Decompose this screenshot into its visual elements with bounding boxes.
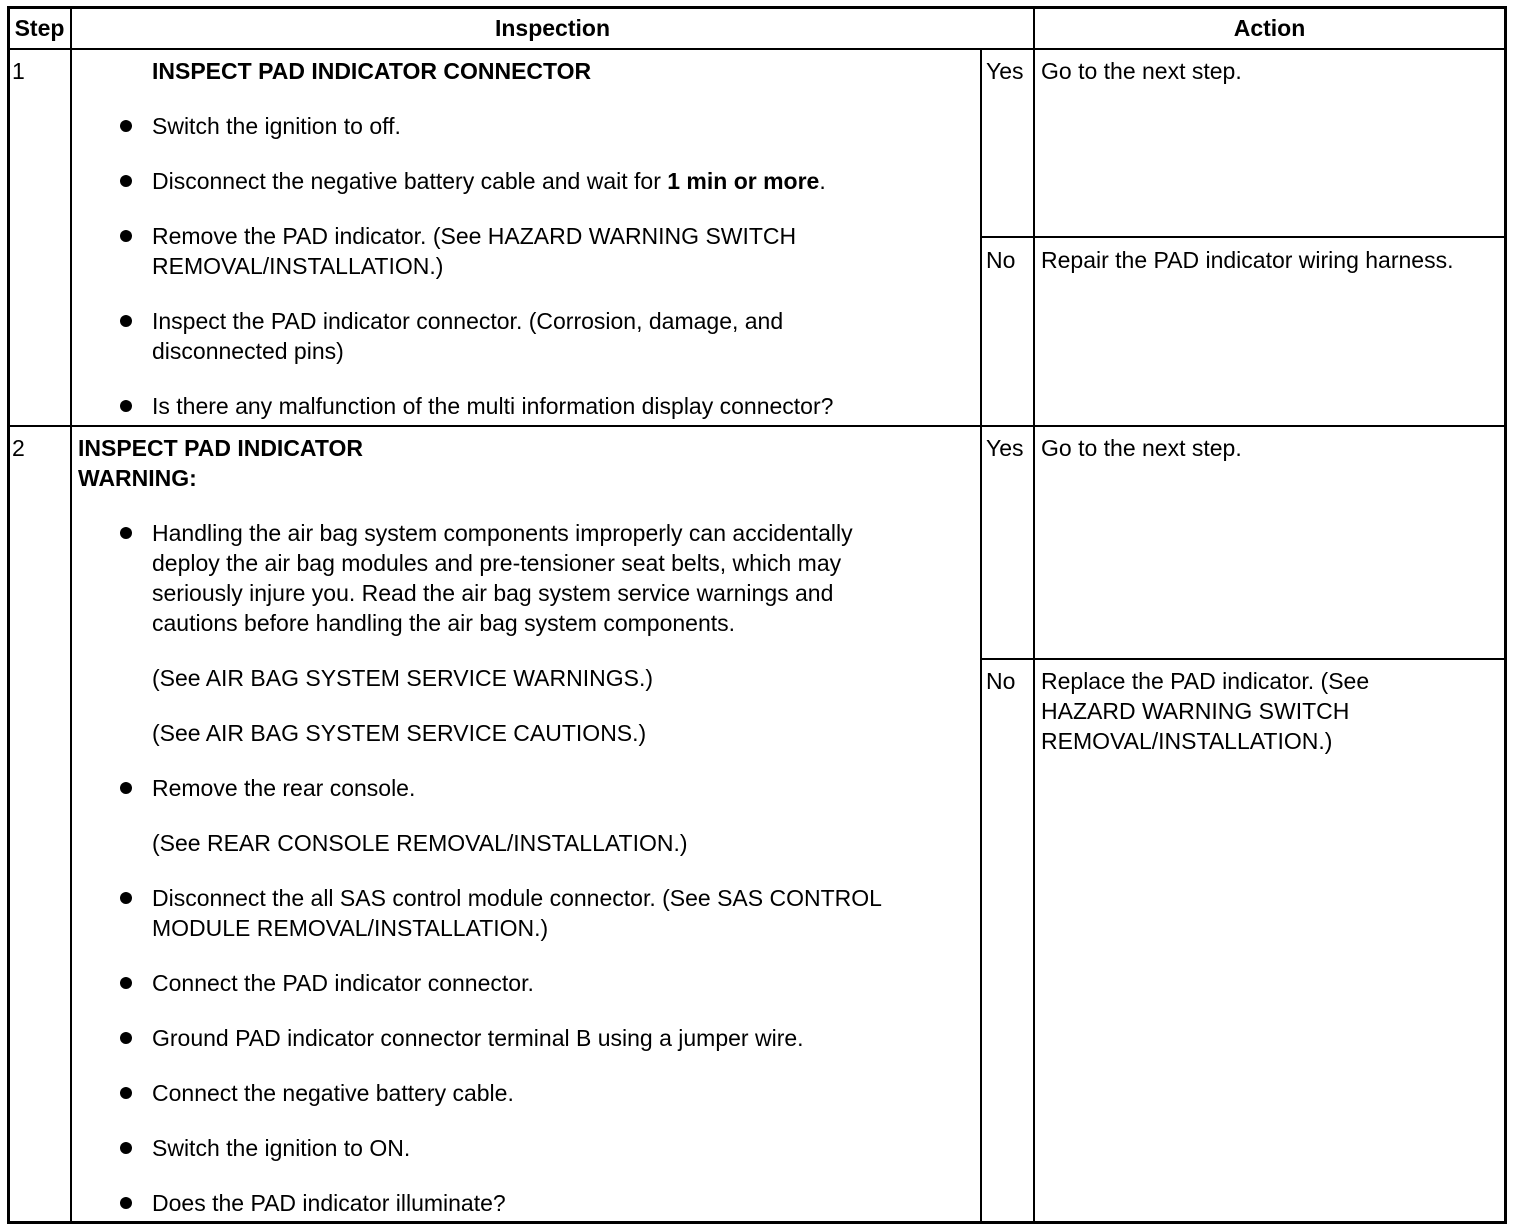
bullet-icon	[120, 527, 132, 539]
action-text: Repair the PAD indicator wiring harness.	[1041, 247, 1454, 273]
result-yes-label: Yes	[986, 435, 1024, 461]
reference-text: (See AIR BAG SYSTEM SERVICE CAUTIONS.)	[152, 720, 647, 746]
instruction-text-part: Disconnect the negative battery cable and wait for	[152, 168, 668, 194]
instruction-text: Does the PAD indicator illuminate?	[152, 1190, 506, 1216]
action-text: Replace the PAD indicator. (See	[1041, 668, 1370, 694]
instruction-text: disconnected pins)	[152, 338, 344, 364]
step2-yes-no-divider	[980, 658, 1507, 660]
bullet-icon	[120, 120, 132, 132]
header-step: Step	[14, 15, 65, 41]
instruction-text: Switch the ignition to off.	[152, 113, 401, 139]
bullet-icon	[120, 782, 132, 794]
step-divider	[7, 425, 1507, 427]
instruction-emphasis: 1 min or more	[667, 168, 820, 194]
col-divider-step	[70, 6, 72, 1224]
bullet-icon	[120, 230, 132, 242]
instruction-text: Connect the PAD indicator connector.	[152, 970, 534, 996]
warning-text: deploy the air bag modules and pre-tensioner seat belts, which may	[152, 550, 842, 576]
reference-text: (See AIR BAG SYSTEM SERVICE WARNINGS.)	[152, 665, 654, 691]
instruction-text: Inspect the PAD indicator connector. (Corrosion, damage, and	[152, 308, 784, 334]
step-number: 2	[12, 435, 25, 461]
instruction-text: MODULE REMOVAL/INSTALLATION.)	[152, 915, 549, 941]
reference-text: (See REAR CONSOLE REMOVAL/INSTALLATION.)	[152, 830, 688, 856]
table-border-left	[7, 6, 10, 1224]
bullet-icon	[120, 892, 132, 904]
header-divider	[7, 48, 1507, 50]
instruction-text: Connect the negative battery cable.	[152, 1080, 514, 1106]
bullet-icon	[120, 315, 132, 327]
instruction-text: Is there any malfunction of the multi information display connector?	[152, 393, 834, 419]
warning-text: cautions before handling the air bag system components.	[152, 610, 736, 636]
step-number: 1	[12, 58, 25, 84]
result-no-label: No	[986, 247, 1016, 273]
step-title: INSPECT PAD INDICATOR	[78, 435, 363, 461]
instruction-text: Switch the ignition to ON.	[152, 1135, 411, 1161]
header-inspection: Inspection	[494, 15, 610, 41]
instruction-text: Disconnect the all SAS control module connector. (See SAS CONTROL	[152, 885, 882, 911]
action-text: Go to the next step.	[1041, 58, 1242, 84]
bullet-icon	[120, 175, 132, 187]
bullet-icon	[120, 1032, 132, 1044]
instruction-text: REMOVAL/INSTALLATION.)	[152, 253, 444, 279]
result-no-label: No	[986, 668, 1016, 694]
result-yes-label: Yes	[986, 58, 1024, 84]
table-border-top	[7, 6, 1507, 9]
warning-text: Handling the air bag system components improperly can accidentally	[152, 520, 853, 546]
table-border-right	[1504, 6, 1507, 1224]
col-divider-action	[1033, 6, 1035, 1224]
step1-yes-no-divider	[980, 236, 1507, 238]
action-text: HAZARD WARNING SWITCH	[1041, 698, 1350, 724]
warning-label: WARNING:	[78, 465, 197, 491]
instruction-text: Ground PAD indicator connector terminal B using a jumper wire.	[152, 1025, 804, 1051]
bullet-icon	[120, 977, 132, 989]
action-text: Go to the next step.	[1041, 435, 1242, 461]
header-action: Action	[1233, 15, 1306, 41]
col-divider-result	[980, 48, 982, 1224]
step-title: INSPECT PAD INDICATOR CONNECTOR	[152, 58, 592, 84]
warning-text: seriously injure you. Read the air bag system service warnings and	[152, 580, 834, 606]
bullet-icon	[120, 1142, 132, 1154]
instruction-text-part: .	[819, 168, 826, 194]
bullet-icon	[120, 1087, 132, 1099]
instruction-text: Remove the PAD indicator. (See HAZARD WARNING SWITCH	[152, 223, 797, 249]
bullet-icon	[120, 1197, 132, 1209]
table-border-bottom	[7, 1221, 1507, 1224]
action-text: REMOVAL/INSTALLATION.)	[1041, 728, 1333, 754]
instruction-text	[152, 166, 826, 196]
bullet-icon	[120, 400, 132, 412]
instruction-text: Remove the rear console.	[152, 775, 416, 801]
